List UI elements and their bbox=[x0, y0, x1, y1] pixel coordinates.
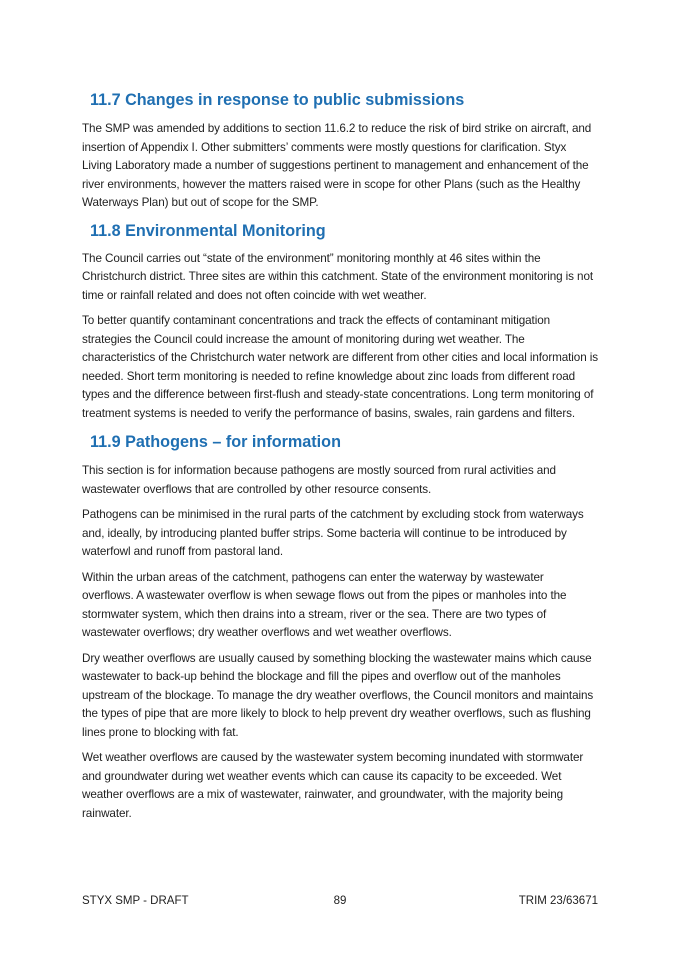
section-pathogens bbox=[82, 432, 598, 823]
paragraph: Wet weather overflows are caused by the wastewater system becoming inundated with stormwater and groundwater during wet weather events which can cause its capacity to be exceeded. Wet weather overflows are a mix of wastewater, rainwater, and groundwater, with the majority being rainwater. bbox=[82, 751, 584, 820]
paragraph: This section is for information because pathogens are mostly sourced from rural activities and wastewater overflows that are controlled by other resource consents. bbox=[82, 464, 556, 496]
paragraph: The Council carries out “state of the environment” monitoring monthly at 46 sites within the Christchurch district. Three sites are within this catchment. State of the environment monitoring is not time or rainfall related and does not often coincide with wet weather. bbox=[82, 251, 594, 302]
paragraph: To better quantify contaminant concentrations and track the effects of contaminant mitigation strategies the Council could increase the amount of monitoring during wet weather. The characteristics of the Christchurch water network are different from other cities and local information is needed. Short term monitoring is needed to refine knowledge about zinc loads from different road types and the difference between first-flush and steady-state concentrations. Long term monitoring of treatment systems is needed to verify the performance of basins, swales, rain gardens and filters. bbox=[82, 314, 598, 420]
paragraph: Within the urban areas of the catchment, pathogens can enter the waterway by wastewater overflows. A wastewater overflow is when sewage flows out from the pipes or manholes into the stormwater system, which then drains into a stream, river or the sea. There are two types of wastewater overflows; dry weather overflows and wet weather overflows. bbox=[82, 570, 567, 639]
section-environmental-monitoring bbox=[82, 221, 598, 424]
paragraph: The SMP was amended by additions to section 11.6.2 to reduce the risk of bird strike on aircraft, and insertion of Appendix I. Other submitters’ comments were mostly questions for clarification. Styx Living Laboratory made a number of suggestions pertinent to management and enhancement of the river environments, however the matters raised were in scope for other Plans (such as the Healthy Waterways Plan) but out of scope for the SMP. bbox=[82, 122, 592, 209]
footer-trim-reference: TRIM 23/63671 bbox=[518, 895, 598, 907]
footer-document-title: STYX SMP - DRAFT bbox=[82, 895, 189, 907]
paragraph: Dry weather overflows are usually caused by something blocking the wastewater mains which cause wastewater to back-up behind the blockage and fill the pipes and overflow out of the manholes upstream of the blockage. To manage the dry weather overflows, the Council monitors and maintains the types of pipe that are more likely to block to help prevent dry weather overflows, such as flushing lines prone to blocking with fat. bbox=[82, 651, 594, 739]
section-heading: 11.7 Changes in response to public submissions bbox=[90, 91, 465, 109]
page-number: 89 bbox=[333, 895, 347, 907]
section-heading: 11.9 Pathogens – for information bbox=[90, 433, 341, 451]
page-footer bbox=[82, 892, 598, 910]
paragraph: Pathogens can be minimised in the rural parts of the catchment by excluding stock from waterways and, ideally, by introducing planted buffer strips. Some bacteria will continue to be introduced by waterfowl and runoff from pastoral land. bbox=[82, 508, 584, 558]
page-content bbox=[82, 90, 598, 823]
section-changes-public-submissions bbox=[82, 90, 598, 213]
section-heading: 11.8 Environmental Monitoring bbox=[90, 221, 326, 240]
